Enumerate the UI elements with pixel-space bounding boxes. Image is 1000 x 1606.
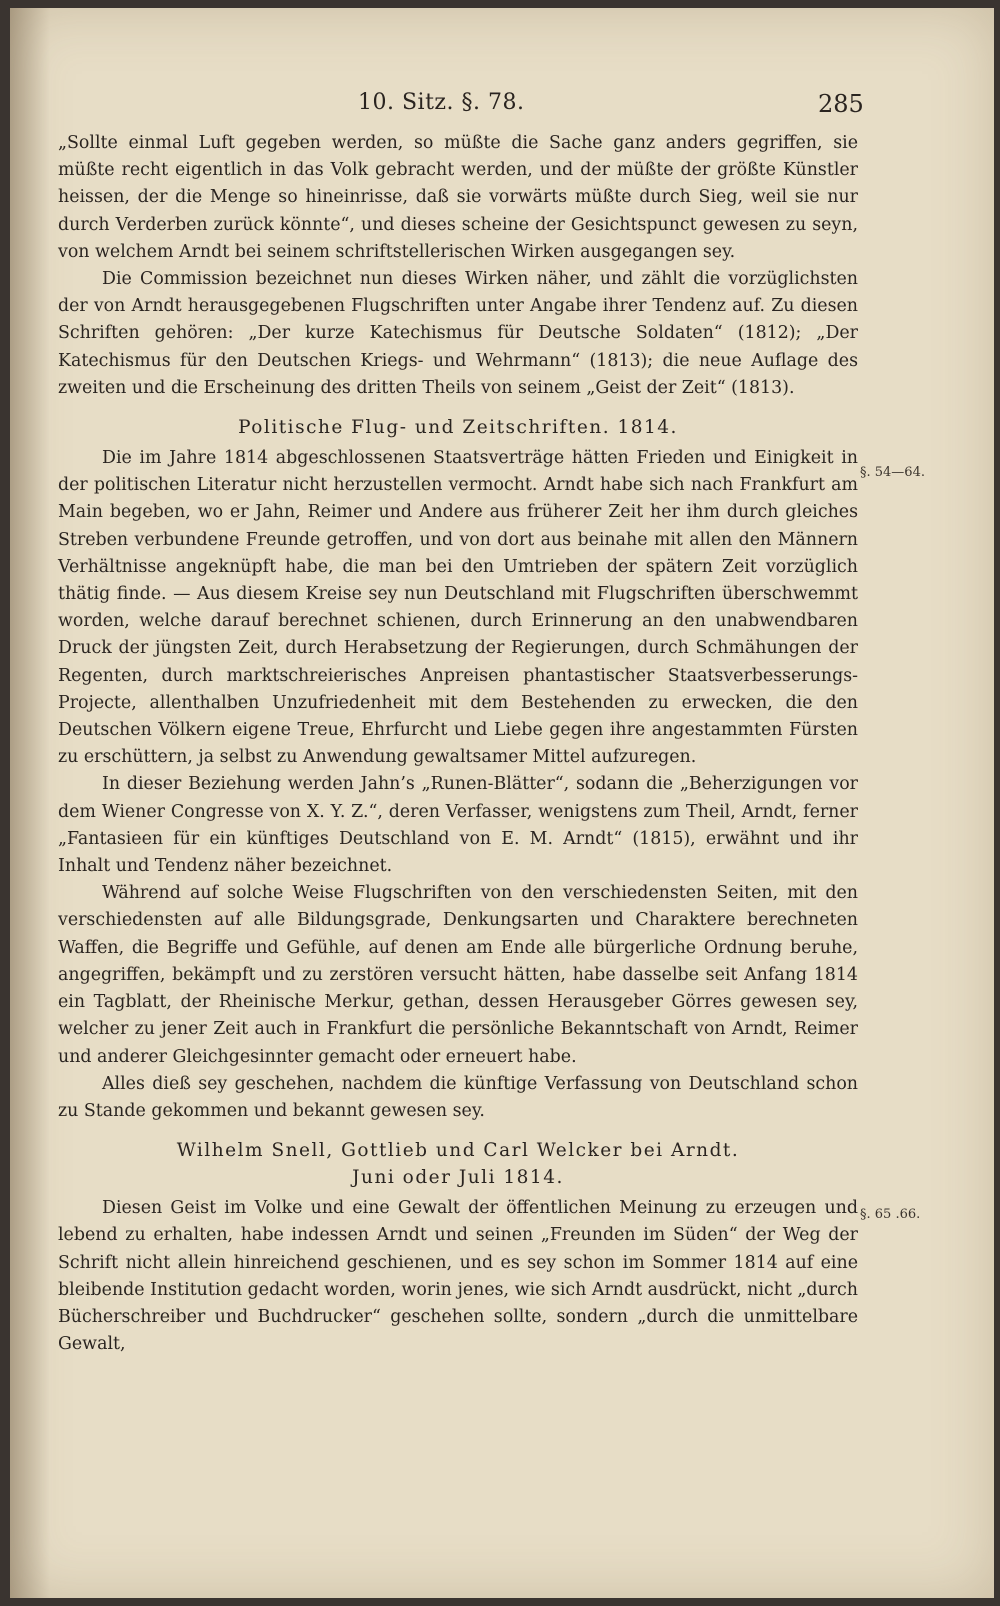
section-heading-2-line-2: Juni oder Juli 1814. [352,1167,564,1189]
paragraph-5: Während auf solche Weise Flugschriften von den verschiedensten Seiten, mit den verschiedensten auf alle Bildungsgrade, Denkungsarten und Charaktere berechneten Waffen, die Begriffe und Gefühle, auf denen am Ende alle bürgerliche Ordnung beruhe, angegriffen, bekämpft und zu zerstören versucht hätten, habe dasselbe seit Anfang 1814 ein Tagblatt, der Rheinische Merkur, gethan, dessen Herausgeber Görres gewesen sey, welcher zu jener Zeit auch in Frankfurt die persönliche Bekanntschaft von Arndt, Reimer und anderer Gleichgesinnter gemacht oder erneuert habe. [58,883,858,1067]
paragraph-6: Alles dieß sey geschehen, nachdem die künftige Verfassung von Deutschland schon zu Stande gekommen und bekannt gewesen sey. [58,1073,858,1121]
page-header [10,90,994,124]
section-heading-1: Politische Flug- und Zeitschriften. 1814. [238,417,678,439]
section-heading-2-line-1: Wilhelm Snell, Gottlieb und Carl Welcker bei Arndt. [176,1140,740,1162]
scanned-page [10,8,994,1598]
section-heading-2 [58,1137,858,1191]
margin-reference-2: §. 65 .66. [860,1207,921,1222]
paragraph-4: In dieser Beziehung werden Jahn’s „Runen-Blätter“, sodann die „Beherzigungen vor dem Wiener Congresse von X. Y. Z.“, deren Verfasser, wenigstens zum Theil, Arndt, ferner „Fantasieen für ein künftiges Deutschland von E. M. Arndt“ (1815), erwähnt und ihr Inhalt und Tendenz näher bezeichnet. [58,774,858,877]
paragraph-7: Diesen Geist im Volke und eine Gewalt der öffentlichen Meinung zu erzeugen und lebend zu erhalten, habe indessen Arndt und seinen „Freunden im Süden“ der Weg der Schrift nicht allein hinreichend geschienen, und es sey schon im Sommer 1814 auf eine bleibende Institution gedacht worden, worin jenes, wie sich Arndt ausdrückt, nicht „durch Bücherschreiber und Buchdrucker“ geschehen sollte, sondern „durch die unmittelbare Gewalt, [58,1198,858,1355]
body-text [58,130,858,1358]
paragraph-1: „Sollte einmal Luft gegeben werden, so müßte die Sache ganz anders gegriffen, sie müßte recht eigentlich in das Volk gebracht werden, und der müßte der größte Künstler heissen, der die Menge so hineinrisse, daß sie vorwärts müßte durch Sieg, weil sie nur durch Verderben zurück könnte“, und dieses scheine der Gesichtspunct gewesen zu seyn, von welchem Arndt bei seinem schriftstellerischen Wirken ausgegangen sey. [58,133,858,262]
margin-reference-1: §. 54—64. [860,465,925,480]
running-head: 10. Sitz. §. 78. [358,90,525,115]
page-number: 285 [818,90,864,118]
paragraph-3: Die im Jahre 1814 abgeschlossenen Staatsverträge hätten Frieden und Einigkeit in der politischen Literatur nicht herzustellen vermocht. Arndt habe sich nach Frankfurt am Main begeben, wo er Jahn, Reimer und Andere aus früherer Zeit her ihm durch gleiches Streben verbundene Freunde getroffen, und von dort aus beinahe mit allen den Männern Verhältnisse angeknüpft habe, die man bei den Umtrieben der spätern Zeit vorzüglich thätig finde. — Aus diesem Kreise sey nun Deutschland mit Flugschriften überschwemmt worden, welche darauf berechnet schienen, durch Erinnerung an den unabwendbaren Druck der jüngsten Zeit, durch Herabsetzung der Regierungen, durch Schmähungen der Regenten, durch marktschreierisches Anpreisen phantastischer Staatsverbesserungs-Projecte, allenthalben Unzufriedenheit mit dem Bestehenden zu erwecken, die den Deutschen Völkern eigene Treue, Ehrfurcht und Liebe gegen ihre angestammten Fürsten zu erschüttern, ja selbst zu Anwendung gewaltsamer Mittel aufzuregen. [58,448,858,768]
paragraph-2: Die Commission bezeichnet nun dieses Wirken näher, und zählt die vorzüglichsten der von Arndt herausgegebenen Flugschriften unter Angabe ihrer Tendenz auf. Zu diesen Schriften gehören: „Der kurze Katechismus für Deutsche Soldaten“ (1812); „Der Katechismus für den Deutschen Kriegs- und Wehrmann“ (1813); die neue Auflage des zweiten und die Erscheinung des dritten Theils von seinem „Geist der Zeit“ (1813). [58,269,858,398]
